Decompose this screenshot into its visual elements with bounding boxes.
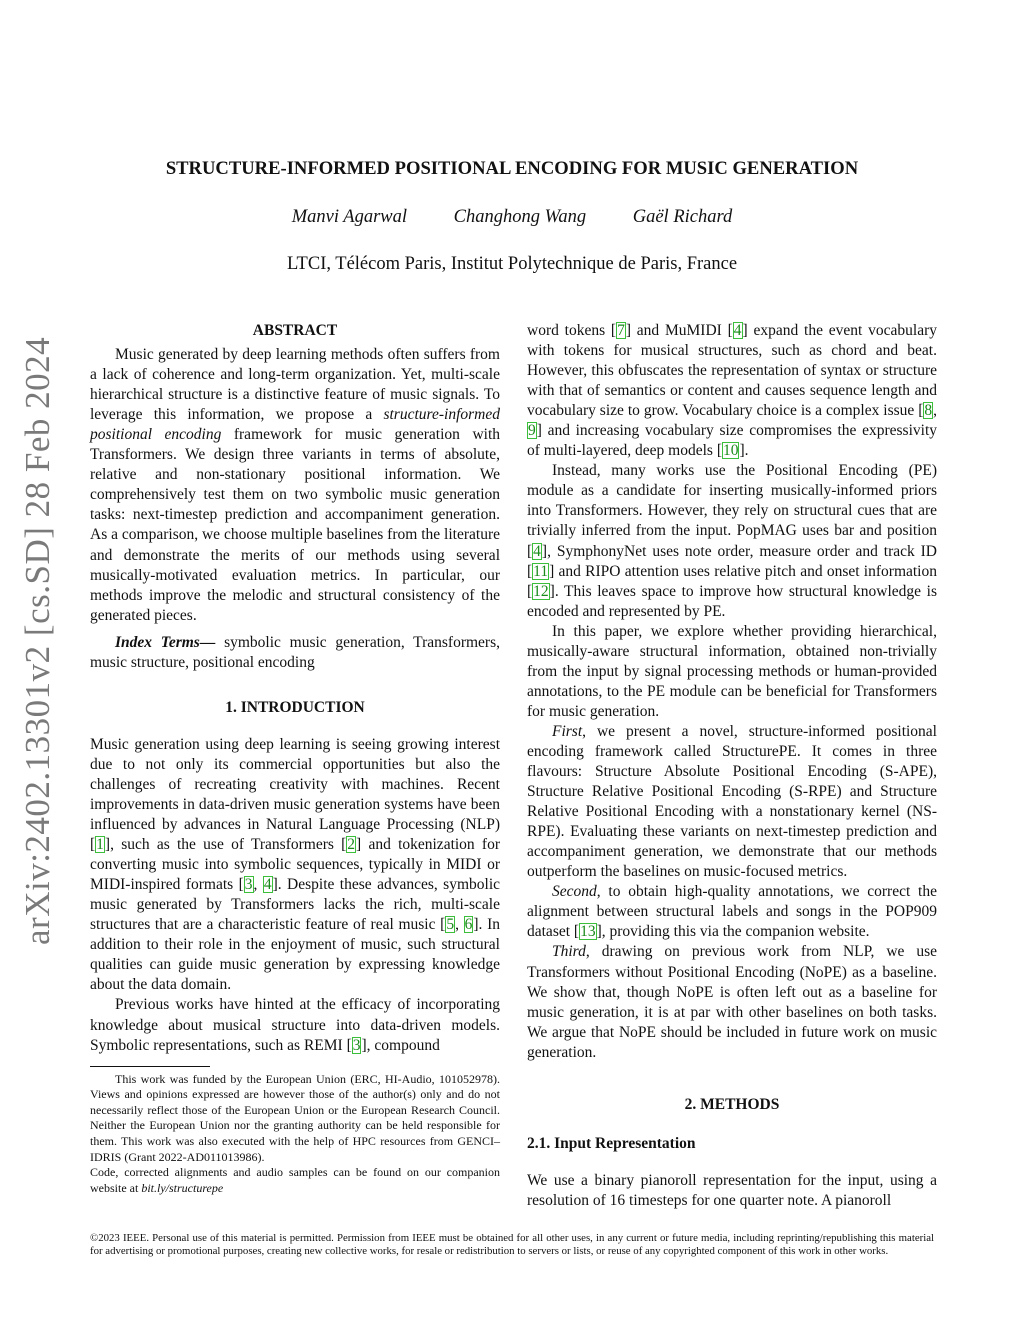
author-name: Changhong Wang (453, 207, 587, 227)
methods-heading: 2. METHODS (684, 1095, 780, 1113)
right-column (527, 321, 937, 1211)
intro-paragraph-2: Previous works have hinted at the efficacy of incorporating knowledge about musical structure into data-driven models. Symbolic representations, such as REMI [3], compound (90, 996, 500, 1054)
arxiv-identifier: arXiv:2402.13301v2 [cs.SD] 28 Feb 2024 (18, 336, 57, 945)
intro-paragraph-6: Second, to obtain high-quality annotations, we correct the alignment between structural labels and songs in the POP909 dataset [13], providing this via the companion website. (527, 883, 937, 941)
left-column (90, 321, 500, 1196)
copyright-notice: ©2023 IEEE. Personal use of this material is permitted. Permission from IEEE must be obtained for all other uses, in any current or future media, including reprinting/republishing this material for advertising or promotional purposes, creating new collective works, for resale or redistribution to servers or lists, or reuse of any copyrighted component of this work in other works. (90, 1232, 934, 1257)
intro-paragraph-3: Instead, many works use the Positional Encoding (PE) module as a candidate for inserting musically-informed priors into Transformers. However, they rely on structural cues that are trivially inferred from the input. PopMAG uses bar and position [4], SymphonyNet uses note order, measure order and track ID [11] and RIPO attention uses relative pitch and onset information [12]. This leaves space to improve how structural knowledge is encoded and represented by PE. (527, 462, 937, 620)
intro-paragraph-2-continued: word tokens [7] and MuMIDI [4] expand the event vocabulary with tokens for musical structures, such as chord and beat. However, this obfuscates the representation of syntax or structure with that of semantics or content and causes sequence length and vocabulary size to grow. Vocabulary choice is a complex issue [8, 9] and increasing vocabulary size compromises the expressivity of multi-layered, deep models [10]. (527, 322, 937, 460)
author-list (90, 207, 934, 228)
footnote-rule (90, 1066, 210, 1067)
citation-link[interactable]: 12 (533, 582, 549, 600)
citation-link[interactable]: 6 (464, 916, 473, 934)
intro-paragraph-1: Music generation using deep learning is seeing growing interest due to not only its commercial opportunities but also the challenges of recreating creativity with machines. Recent improvements in data-driven music generation systems have been influenced by advances in Natural Language Processing (NLP) [1], such as the use of Transformers [2] and tokenization for converting music into symbolic sequences, typically in MIDI or MIDI-inspired formats [3, 4]. Despite these advances, symbolic music generated by Transformers lacks the rich, multi-scale structures that are a characteristic feature of real music [5, 6]. In addition to their role in the enjoyment of music, such structural qualities can guide music generation by expressing knowledge about the data domain. (90, 735, 501, 994)
intro-paragraph-7: Third, drawing on previous work from NLP, we use Transformers without Positional Encoding (NoPE) as a baseline. We show that, though NoPE is often left out as a baseline for music generation, it is at par with other baselines on both tasks. We argue that NoPE should be included in future work on music generation. (527, 943, 937, 1061)
abstract-heading: ABSTRACT (252, 322, 338, 339)
citation-link[interactable]: 3 (244, 876, 253, 894)
author-name: Manvi Agarwal (291, 207, 408, 227)
citation-link[interactable]: 4 (733, 322, 742, 339)
citation-link[interactable]: 4 (533, 542, 541, 560)
citation-link[interactable]: 3 (352, 1036, 361, 1054)
affiliation: LTCI, Télécom Paris, Institut Polytechnique de Paris, France (286, 254, 738, 274)
citation-link[interactable]: 1 (96, 836, 104, 854)
companion-website-link[interactable]: bit.ly/structurepe (141, 1180, 224, 1195)
citation-link[interactable]: 4 (263, 876, 272, 894)
intro-paragraph-4: In this paper, we explore whether providing hierarchical, musically-aware structural information, obtained non-trivially from the input by signal processing methods or human-provided annotations, to the PE module can be beneficial for Transformers for music generation. (527, 622, 937, 720)
intro-paragraph-5: First, we present a novel, structure-informed positional encoding framework called StructurePE. It comes in three flavours: Structure Absolute Positional Encoding (S-APE), Structure Relative Positional Encoding (S-RPE) and Structure Relative Positional Encoding with a nonstationary kernel (NS-RPE). Evaluating these variants on next-timestep prediction and accompaniment generation, we demonstrate that our methods outperform the baselines on music-focused metrics. (527, 722, 937, 881)
input-representation-heading: 2.1. Input Representation (527, 1134, 696, 1152)
methods-paragraph-1: We use a binary pianoroll representation for the input, using a resolution of 16 timesteps for one quarter note. A pianoroll (527, 1171, 937, 1209)
author-name: Gaël Richard (632, 207, 733, 227)
footnotes (90, 1066, 500, 1197)
citation-link[interactable]: 7 (617, 322, 625, 339)
citation-link[interactable]: 2 (347, 836, 356, 854)
citation-link[interactable]: 13 (580, 923, 596, 941)
citation-link[interactable]: 8 (924, 402, 933, 420)
introduction-heading: 1. INTRODUCTION (225, 698, 365, 716)
citation-link[interactable]: 9 (528, 422, 536, 440)
index-terms: Index Terms— symbolic music generation, Transformers, music structure, positional encoding (90, 633, 500, 671)
paper-title: STRUCTURE-INFORMED POSITIONAL ENCODING FOR MUSIC GENERATION (165, 158, 859, 179)
citation-link[interactable]: 11 (533, 562, 549, 580)
funding-footnote: This work was funded by the European Union (ERC, HI-Audio, 101052978). Views and opinions expressed are however those of the author(s) only and do not necessarily reflect those of the European Union or the European Research Council. Neither the European Union nor the granting authority can be held responsible for them. This work was also executed with the help of HPC resources from GENCI–IDRIS (Grant 2022-AD011013986). (90, 1071, 500, 1164)
code-footnote: Code, corrected alignments and audio samples can be found on our companion website at bit.ly/structurepe (90, 1165, 500, 1195)
citation-link[interactable]: 5 (446, 916, 455, 934)
abstract-paragraph: Music generated by deep learning methods often suffers from a lack of coherence and long-term organization. Yet, multi-scale hierarchical structure is a distinctive feature of music signals. To leverage this information, we propose a structure-informed positional encoding framework for music generation with Transformers. We design three variants in terms of absolute, relative and non-stationary positional information. We comprehensively test them on two symbolic music generation tasks: next-timestep prediction and accompaniment generation. As a comparison, we choose multiple baselines from the literature and demonstrate the merits of our methods using several musically-motivated evaluation metrics. In particular, our methods improve the melodic and structural consistency of the generated pieces. (90, 346, 500, 624)
citation-link[interactable]: 10 (722, 442, 739, 460)
